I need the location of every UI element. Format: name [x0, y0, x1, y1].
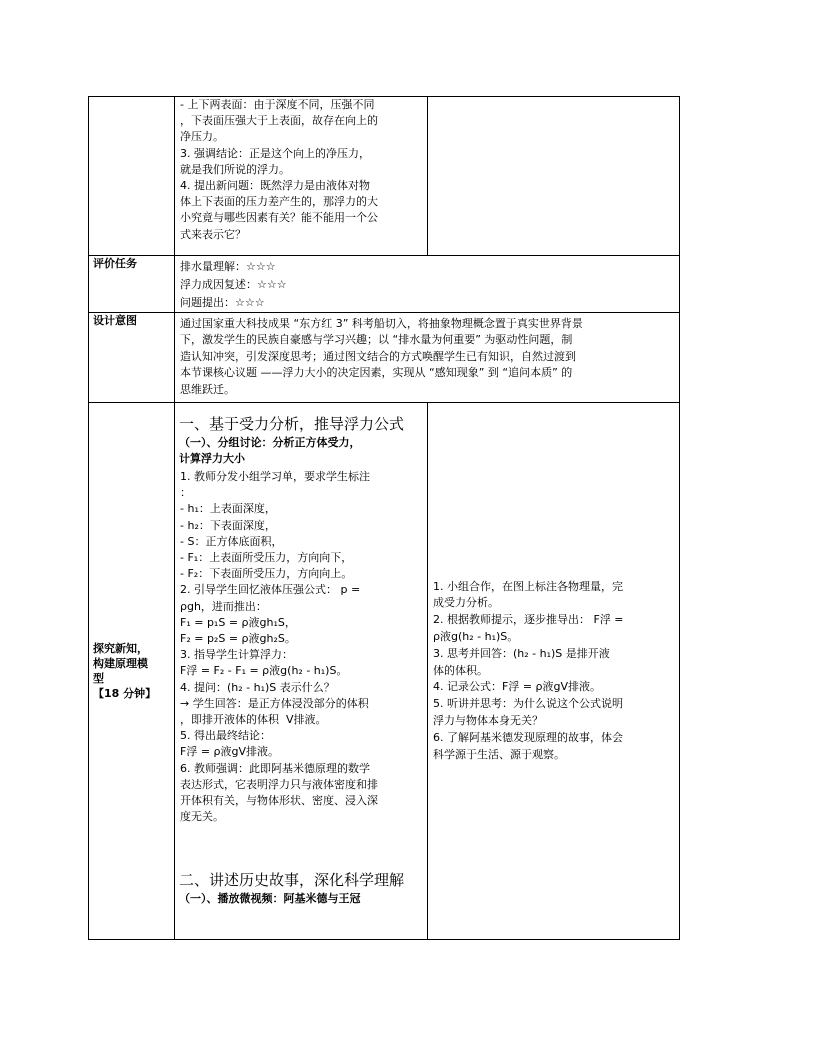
text-line: 3. 强调结论：正是这个向上的净压力，	[180, 146, 370, 160]
student-line: 1. 小组合作，在图上标注各物理量，完	[433, 579, 623, 593]
text-line: 净压力。	[180, 130, 224, 144]
rating-line: 排水量理解：☆☆☆	[180, 260, 276, 273]
teacher-line: - F₂：下表面所受压力，方向向上。	[180, 567, 353, 581]
section-heading-1: 一、基于受力分析，推导浮力公式	[179, 415, 405, 433]
row-continuation-student-cell	[428, 97, 680, 256]
student-line: ρ液g(h₂ - h₁)S。	[433, 630, 519, 643]
rating-line: 浮力成因复述：☆☆☆	[180, 278, 287, 291]
row-design-intent	[89, 313, 680, 403]
student-line: 2. 根据教师提示，逐步推导出： F浮 =	[433, 613, 624, 627]
row-intent-label-cell	[89, 313, 175, 403]
row-continuation	[89, 97, 680, 256]
explore-label	[89, 641, 174, 701]
row-continuation-label-cell	[89, 97, 175, 256]
teacher-line: - h₁：上表面深度，	[180, 502, 276, 516]
subsection-line: （一）、分组讨论：分析正方体受力，	[179, 436, 361, 449]
teacher-line: F浮 = ρ液gV排液。	[180, 745, 280, 759]
evaluation-ratings	[175, 256, 679, 312]
teacher-line: 5. 得出最终结论：	[180, 729, 271, 743]
teacher-line: ρgh，进而推出：	[180, 599, 267, 613]
student-line: 科学源于生活、源于观察。	[433, 747, 565, 761]
intent-line: 造认知冲突，引发深度思考；通过图文结合的方式唤醒学生已有知识，自然过渡到	[180, 349, 576, 363]
explore-label-line: 【18 分钟】	[93, 687, 157, 700]
row-continuation-teacher-cell	[175, 97, 428, 256]
row-evaluation	[89, 256, 680, 313]
design-intent-text	[175, 313, 679, 398]
teacher-line: 表达形式，它表明浮力只与液体密度和排	[180, 777, 378, 791]
intent-line: 通过国家重大科技成果 “东方红 3” 科考船切入，将抽象物理概念置于真实世界背景	[180, 317, 583, 330]
intent-line: 本节课核心议题 ——浮力大小的决定因素，实现从 “感知现象” 到 “追问本质” 的	[180, 366, 573, 380]
teacher-line: 开体积有关，与物体形状、密度、浸入深	[180, 794, 378, 808]
teacher-derivation-text	[175, 467, 427, 825]
teacher-line: - F₁：上表面所受压力，方向向下，	[180, 551, 353, 565]
student-activity-text	[428, 579, 679, 764]
student-line: 体的体积。	[433, 663, 488, 677]
explore-label-line: 构建原理模	[93, 657, 148, 670]
teacher-line: - S：正方体底面积，	[180, 534, 283, 548]
teacher-line: 6. 教师强调：此即阿基米德原理的数学	[180, 761, 370, 775]
student-line: 5. 听讲并思考：为什么说这个公式说明	[433, 697, 623, 711]
teacher-line: 度无关。	[180, 810, 224, 824]
row-explore	[89, 403, 680, 940]
student-line: 6. 了解阿基米德发现原理的故事，体会	[433, 730, 623, 744]
teacher-line: - h₂：下表面深度，	[180, 518, 276, 532]
explore-label-line: 探究新知，	[93, 642, 148, 655]
student-line: 浮力与物体本身无关？	[433, 713, 543, 727]
teacher-line: 2. 引导学生回忆液体压强公式： p =	[180, 583, 361, 597]
lesson-plan-table	[88, 96, 680, 940]
subsection-heading-1	[175, 435, 427, 467]
design-intent-label: 设计意图	[93, 314, 137, 327]
teacher-line: ：	[180, 486, 191, 500]
teacher-line: F浮 = F₂ - F₁ = ρ液g(h₂ - h₁)S。	[180, 664, 348, 678]
text-line: ，下表面压强大于上表面，故存在向上的	[180, 114, 378, 128]
row-intent-content-cell	[175, 313, 680, 403]
teacher-line: F₁ = p₁S = ρ液gh₁S，	[180, 615, 296, 629]
row-evaluation-content-cell	[175, 256, 680, 313]
subsection-heading-2: （一）、播放微视频：阿基米德与王冠	[179, 892, 361, 906]
teacher-line: F₂ = p₂S = ρ液gh₂S。	[180, 632, 296, 646]
row-explore-label-cell	[89, 403, 175, 940]
text-line: 就是我们所说的浮力。	[180, 162, 290, 176]
student-line: 4. 记录公式：F浮 = ρ液gV排液。	[433, 680, 602, 694]
teacher-activity-text	[175, 97, 427, 243]
student-line: 成受力分析。	[433, 596, 499, 610]
teacher-line: ，即排开液体的体积 V排液。	[180, 713, 327, 727]
text-line: 4. 提出新问题：既然浮力是由液体对物	[180, 179, 370, 193]
teacher-line: 4. 提问：(h₂ - h₁)S 表示什么？	[180, 680, 335, 694]
text-line: 体上下表面的压力差产生的，那浮力的大	[180, 195, 378, 209]
text-line: 式来表示它？	[180, 227, 246, 241]
evaluation-label: 评价任务	[93, 257, 137, 270]
intent-line: 下，激发学生的民族自豪感与学习兴趣；以 “排水量为何重要” 为驱动性问题，制	[180, 333, 573, 347]
subsection-line: 计算浮力大小	[179, 452, 245, 465]
teacher-line: → 学生回答：是正方体浸没部分的体积	[180, 696, 369, 710]
text-line: - 上下两表面：由于深度不同，压强不同	[180, 98, 375, 111]
intent-line: 思维跃迁。	[180, 382, 235, 396]
section-heading-2: 二、讲述历史故事，深化科学理解	[179, 871, 405, 890]
student-line: 3. 思考并回答：(h₂ - h₁)S 是排开液	[433, 646, 610, 660]
row-explore-student-cell	[428, 403, 680, 940]
teacher-line: 3. 指导学生计算浮力：	[180, 648, 293, 662]
teacher-line: 1. 教师分发小组学习单，要求学生标注	[180, 470, 370, 483]
row-evaluation-label-cell	[89, 256, 175, 313]
rating-line: 问题提出：☆☆☆	[180, 296, 265, 309]
text-line: 小究竟与哪些因素有关？能不能用一个公	[180, 211, 378, 225]
row-explore-teacher-cell	[175, 403, 428, 940]
explore-label-line: 型	[93, 672, 104, 685]
